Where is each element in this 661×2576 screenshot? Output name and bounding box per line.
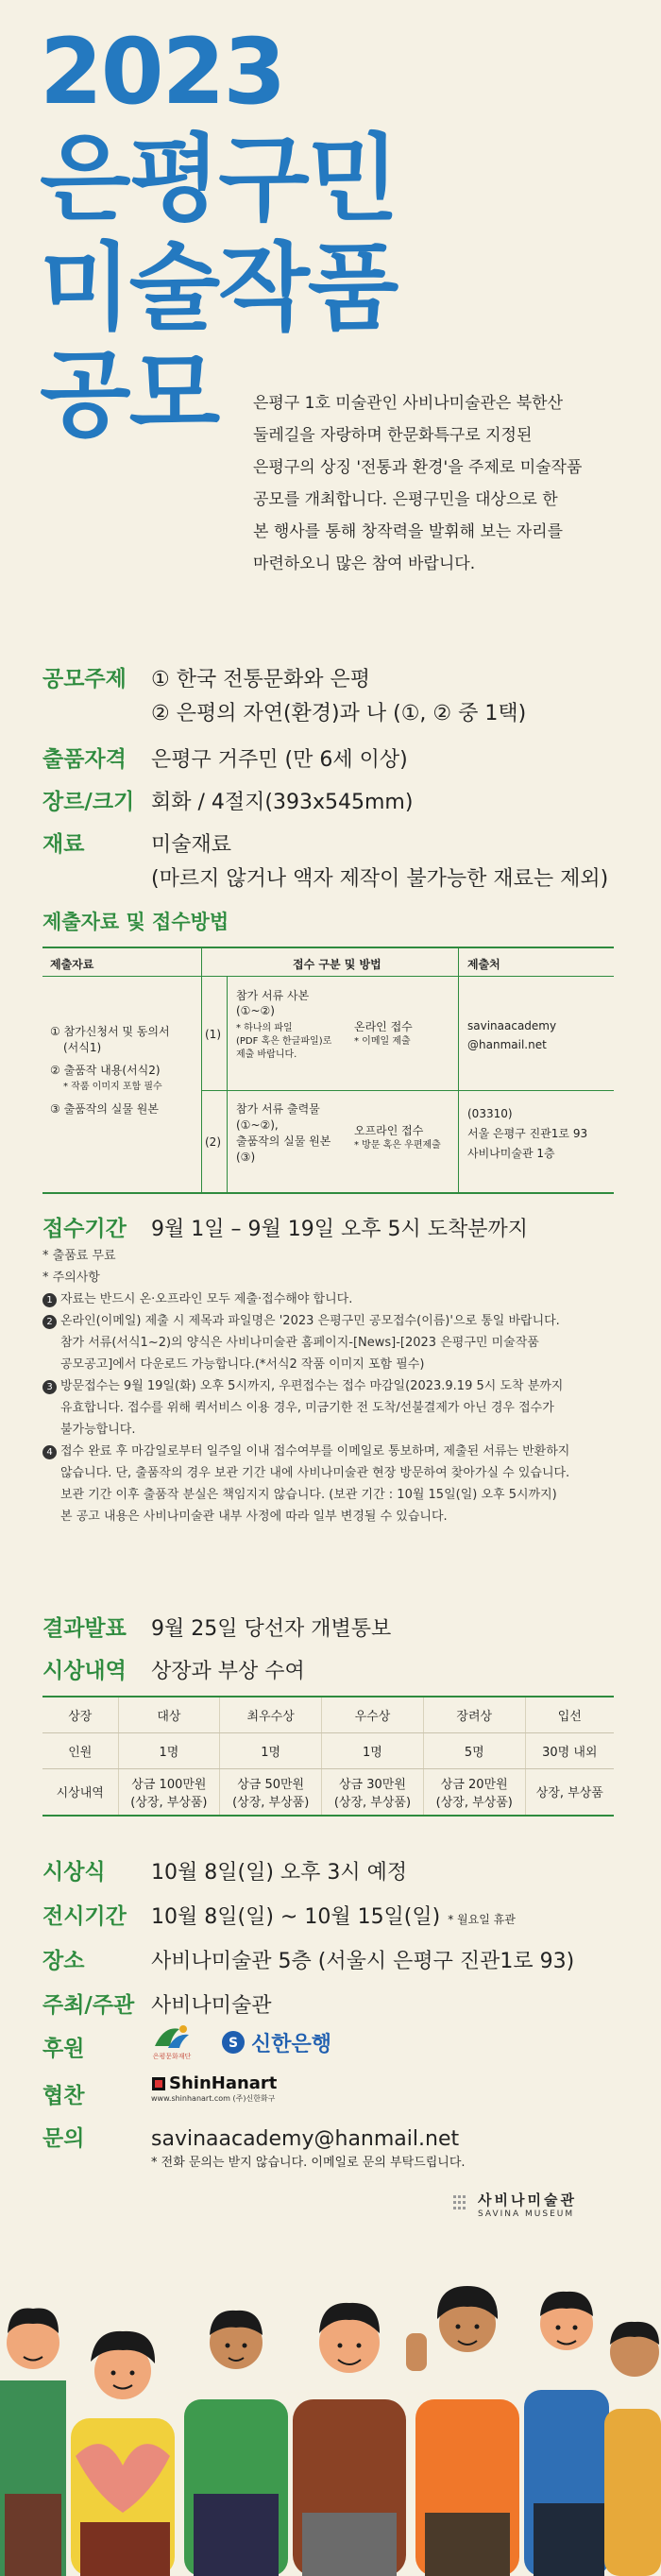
coop-logo: ShinHanart www.shinhanart.com (주)신한화구 xyxy=(151,2073,278,2103)
prize-table-cell: 입선 xyxy=(525,1697,614,1732)
sponsor-logos xyxy=(151,2023,331,2061)
hero-title-line-1: 은평구민 xyxy=(40,124,398,234)
person-6-figure xyxy=(524,2292,609,2576)
ceremony-label: 시상식 xyxy=(42,1860,106,1885)
prize-table-cell: 우수상 xyxy=(322,1697,424,1732)
ceremony-row xyxy=(42,1854,407,1885)
period-label: 접수기간 xyxy=(42,1217,127,1241)
award-label: 시상내역 xyxy=(42,1659,127,1683)
exhibit-note: * 월요일 휴관 xyxy=(448,1913,516,1926)
award-row xyxy=(42,1653,305,1684)
hero-title-line-2: 미술작품 xyxy=(40,232,398,343)
material-row xyxy=(42,827,231,858)
prize-table-cell: 1명 xyxy=(220,1732,322,1768)
result-label: 결과발표 xyxy=(42,1616,127,1641)
contact-row xyxy=(42,2121,459,2152)
museum-logo: 사비나미술관 SAVINA MUSEUM xyxy=(453,2190,577,2219)
submission-table xyxy=(42,947,614,1194)
contact-note: * 전화 문의는 받지 않습니다. 이메일로 문의 부탁드립니다. xyxy=(151,2156,466,2170)
prize-table-row xyxy=(42,1697,614,1732)
person-1-figure xyxy=(0,2309,66,2576)
submission-heading: 제출자료 및 접수방법 xyxy=(42,911,229,933)
eligibility-label: 출품자격 xyxy=(42,747,127,772)
material-label: 재료 xyxy=(42,832,85,857)
row1-documents: 참가 서류 사본 (①~②) * 하나의 파일 (PDF 혹은 한글파일)로 제출 바랍니다. xyxy=(236,989,332,1060)
sponsor-row xyxy=(42,2031,151,2062)
host-row xyxy=(42,1987,272,2019)
award-value: 상장과 부상 수여 xyxy=(151,1660,305,1683)
row1-method: 온라인 접수 * 이메일 제출 xyxy=(354,1020,413,1047)
prize-table-cell: 시상내역 xyxy=(42,1768,118,1816)
col-materials: 제출자료 xyxy=(50,958,94,971)
ceremony-value: 10월 8일(일) 오후 3시 예정 xyxy=(151,1861,408,1885)
bullet-4: 4 xyxy=(42,1445,57,1459)
col-dest: 제출처 xyxy=(467,958,500,971)
genre-label: 장르/크기 xyxy=(42,790,135,814)
theme-label: 공모주제 xyxy=(42,667,127,691)
period-row xyxy=(42,1211,528,1242)
contact-label: 문의 xyxy=(42,2126,85,2151)
prize-table-row xyxy=(42,1768,614,1816)
theme-value-2: ② 은평의 자연(환경)과 나 (①, ② 중 1택) xyxy=(151,702,527,725)
coop-row xyxy=(42,2078,151,2109)
venue-value: 사비나미술관 5층 (서울시 은평구 진관1로 93) xyxy=(151,1950,575,1973)
prize-table-cell: 상금 30만원 (상장, 부상품) xyxy=(322,1768,424,1816)
col-method: 접수 구분 및 방법 xyxy=(293,958,381,971)
prize-table-cell: 상장 xyxy=(42,1697,118,1732)
result-row xyxy=(42,1611,391,1642)
shinhan-bank-icon xyxy=(221,2030,246,2055)
theme-row xyxy=(42,661,370,692)
bullet-3: 3 xyxy=(42,1380,57,1394)
sponsor-label: 후원 xyxy=(42,2037,85,2061)
hero-year: 2023 xyxy=(40,19,285,125)
row2-destination-address: (03310) 서울 은평구 진관1로 93 사비나미술관 1층 xyxy=(467,1107,588,1160)
row2-number: (2) xyxy=(205,1135,221,1149)
person-3-figure xyxy=(184,2311,288,2576)
eligibility-row xyxy=(42,742,408,773)
person-5-figure xyxy=(415,2286,519,2576)
prize-table-cell: 5명 xyxy=(423,1732,525,1768)
material-value-2: (마르지 않거나 액자 제작이 불가능한 재료는 제외) xyxy=(151,867,609,891)
prize-table-cell: 상금 100만원 (상장, 부상품) xyxy=(118,1768,220,1816)
prize-table-row xyxy=(42,1732,614,1768)
theme-value-1: ① 한국 전통문화와 은평 xyxy=(151,668,370,691)
prize-table-cell: 대상 xyxy=(118,1697,220,1732)
contact-email[interactable]: savinaacademy@hanmail.net xyxy=(151,2127,460,2151)
material-value-1: 미술재료 xyxy=(151,833,232,857)
bullet-2: 2 xyxy=(42,1315,57,1329)
venue-label: 장소 xyxy=(42,1949,85,1973)
prize-table-cell: 상금 50만원 (상장, 부상품) xyxy=(220,1768,322,1816)
row2-method: 오프라인 접수 * 방문 혹은 우편제출 xyxy=(354,1124,441,1151)
prize-table-cell: 상금 20만원 (상장, 부상품) xyxy=(423,1768,525,1816)
exhibit-value: 10월 8일(일) ~ 10월 15일(일) xyxy=(151,1905,441,1929)
bullet-1: 1 xyxy=(42,1293,57,1307)
hero-title-line-3: 공모 xyxy=(40,339,219,450)
host-value: 사비나미술관 xyxy=(151,1994,272,2018)
prize-table-cell: 인원 xyxy=(42,1732,118,1768)
prize-table-cell: 상장, 부상품 xyxy=(525,1768,614,1816)
genre-row xyxy=(42,784,413,815)
person-7-figure xyxy=(604,2322,661,2576)
person-4-figure xyxy=(293,2303,427,2576)
venue-row xyxy=(42,1943,574,1974)
row1-number: (1) xyxy=(205,1028,221,1041)
eunpyeong-foundation-icon xyxy=(151,2023,193,2052)
coop-label: 협찬 xyxy=(42,2084,85,2108)
eligibility-value: 은평구 거주민 (만 6세 이상) xyxy=(151,748,408,772)
row1-destination-email[interactable]: savinaacademy @hanmail.net xyxy=(467,1019,557,1051)
prize-table-cell: 1명 xyxy=(322,1732,424,1768)
svg-text:S: S xyxy=(228,2036,239,2051)
exhibit-label: 전시기간 xyxy=(42,1904,127,1929)
period-value: 9월 1일 – 9월 19일 오후 5시 도착분까지 xyxy=(151,1218,528,1241)
result-value: 9월 25일 당선자 개별통보 xyxy=(151,1617,392,1641)
materials-list: ① 참가신청서 및 동의서 (서식1) ② 출품작 내용(서식2) * 작품 이미지 포함 필수 ③ 출품작의 실물 원본 xyxy=(50,1025,170,1116)
prize-table-cell: 30명 내외 xyxy=(525,1732,614,1768)
prize-table-cell: 장려상 xyxy=(423,1697,525,1732)
intro-paragraph: 은평구 1호 미술관인 사비나미술관은 북한산 둘레길을 자랑하며 한문화특구로 지정된 은평구의 상징 '전통과 환경'을 주제로 미술작품 공모를 개최합니다. 은평구민을 대상으로 한 본 행사를 통해 창작력을 발휘해 보는 자리를 마련하오니 많은 참여 바랍니다. xyxy=(253,394,583,573)
prize-table-cell: 최우수상 xyxy=(220,1697,322,1732)
sponsor-logo-1: 은평문화재단 xyxy=(151,2023,193,2061)
period-notes: * 출품료 무료 * 주의사항 1 자료는 반드시 온·오프라인 모두 제출·접수해야 합니다. 2 온라인(이메일) 제출 시 제목과 파일명은 '2023 은평구민 공모접수(이름)'으로 통일 바랍니다. 참가 서류(서식1~2)의 양식은 사비나미술관 홈페이지-[News]-[2023 은평구민 미술작품 공모공고]에서 다운로드 가능합니다.(*서식2 작품 이미지 포함 필수) 3 방문접수는 9월 19일(화) 오후 5시까지, 우편접수는 접수 마감일(2023.9.19 5시 도착 분까지 유효합니다. 접수를 위해 퀵서비스 이용 경우, 미금기한 전 도착/선불결제가 아닌 경우 접수가 불가능합니다. 4 접수 완료 후 마감일로부터 일주일 이내 접수여부를 이메일로 통보하며, 제출된 서류는 반환하지 않습니다. 단, 출품작의 경우 보관 기간 내에 사비나미술관 현장 방문하여 찾아가실 수 있습니다. 보관 기간 이후 출품작 분실은 책임지지 않습니다. (보관 기간 : 10월 15일(일) 오후 5시까지) 본 공고 내용은 사비나미술관 내부 사정에 따라 일부 변경될 수 있습니다. xyxy=(42,1249,570,1524)
sponsor-logo-2: S 신한은행 xyxy=(221,2028,331,2057)
person-2-figure xyxy=(71,2331,175,2576)
prize-table-cell: 1명 xyxy=(118,1732,220,1768)
host-label: 주최/주관 xyxy=(42,1993,135,2018)
exhibit-row xyxy=(42,1899,516,1930)
people-illustration xyxy=(0,2210,661,2576)
shinhanart-icon xyxy=(151,2076,166,2091)
row2-documents: 참가 서류 출력물 (①~②), 출품작의 실물 원본 (③) xyxy=(236,1102,331,1164)
prize-table xyxy=(42,1696,614,1817)
genre-value: 회화 / 4절지(393x545mm) xyxy=(151,791,414,814)
